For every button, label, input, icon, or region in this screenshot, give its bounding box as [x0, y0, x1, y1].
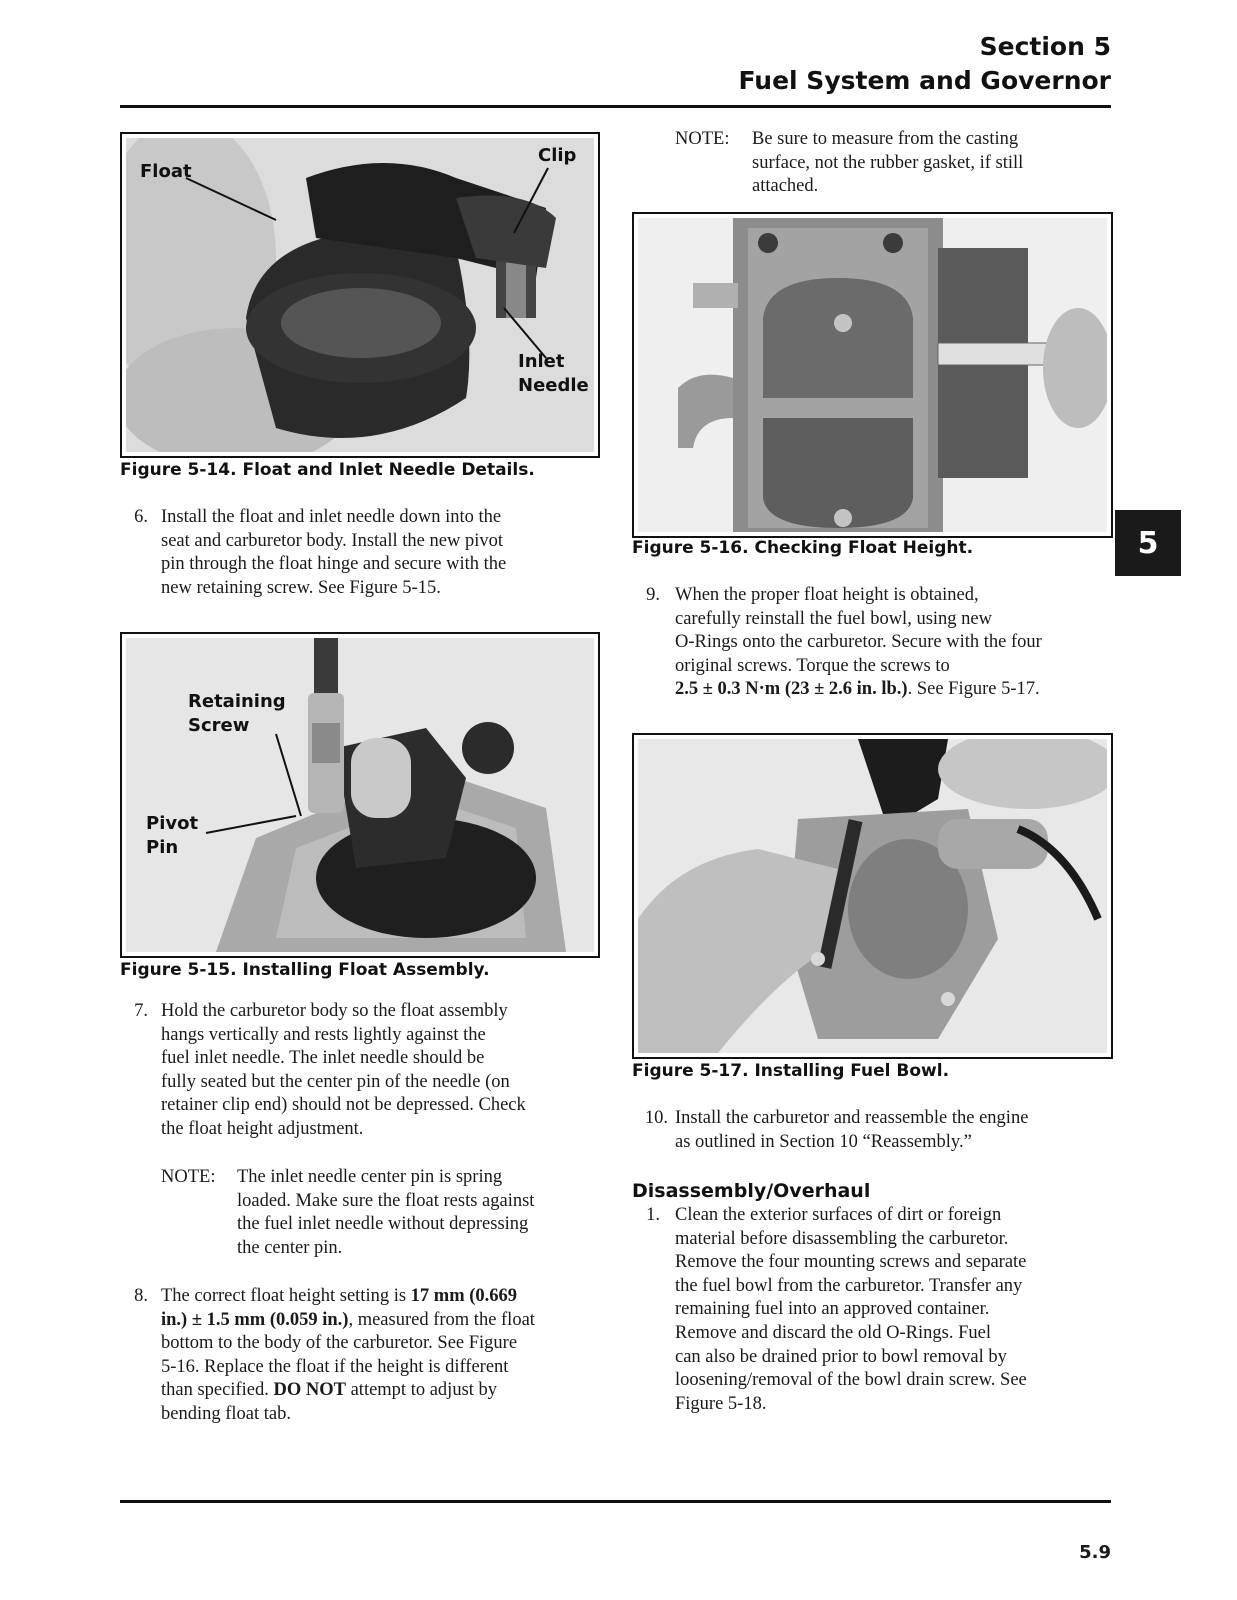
float-label: Float: [140, 161, 192, 182]
step-number: 9.: [646, 585, 660, 605]
section-tab: 5: [1115, 510, 1181, 576]
clip-label: Clip: [538, 145, 577, 166]
step-text: Hold the carburetor body so the float assembly hangs vertically and rests lightly against the fuel inlet needle. The inlet needle should be fully seated but the center pin of the needle (on retainer clip end) should not be depressed. Check the float height adjustment.: [161, 1001, 526, 1139]
figure-5-16-caption: Figure 5-16. Checking Float Height.: [632, 538, 974, 558]
disassembly-heading: Disassembly/Overhaul: [632, 1180, 871, 1202]
figure-5-17-caption: Figure 5-17. Installing Fuel Bowl.: [632, 1061, 950, 1081]
step-number: 7.: [134, 1001, 148, 1021]
section-number: Section 5: [979, 32, 1111, 61]
checking-float-height-photo: [638, 218, 1107, 532]
note-text: Be sure to measure from the casting surface, not the rubber gasket, if still attached.: [752, 129, 1024, 197]
page-header: [738, 30, 1111, 98]
section-title: Fuel System and Governor: [738, 66, 1111, 95]
header-rule: [120, 105, 1111, 108]
step-number: 6.: [134, 507, 148, 527]
installing-float-assembly-photo: [126, 638, 594, 952]
step-text: The correct float height setting is 17 mm (0.669 in.) ± 1.5 mm (0.059 in.), measured from the float bottom to the body of the carburetor. See Figure 5-16. Replace the float if the height is different than specified. DO NOT attempt to adjust by bending float tab.: [161, 1286, 535, 1424]
float-inlet-needle-photo: [126, 138, 594, 452]
note-label: NOTE:: [161, 1167, 216, 1187]
figure-5-17: [632, 733, 1113, 1059]
retaining-screw-label: Retaining Screw: [188, 691, 286, 736]
step-text: Install the float and inlet needle down into the seat and carburetor body. Install the new pivot pin through the float hinge and secure with the new retaining screw. See Figure 5-15.: [161, 507, 507, 598]
figure-5-15-caption: Figure 5-15. Installing Float Assembly.: [120, 960, 490, 980]
pivot-pin-label: Pivot Pin: [146, 813, 199, 858]
note-text: The inlet needle center pin is spring loaded. Make sure the float rests against the fuel inlet needle without depressing the center pin.: [237, 1167, 535, 1258]
step-text: Clean the exterior surfaces of dirt or foreign material before disassembling the carburetor. Remove the four mounting screws and separate the fuel bowl from the carburetor. Transfer any remaining fuel into an approved container. Remove and discard the old O-Rings. Fuel can also be drained prior to bowl removal by loosening/removal of the bowl drain screw. See Figure 5-18.: [675, 1205, 1027, 1414]
page-number: 5.9: [1079, 1542, 1111, 1563]
figure-5-14-caption: Figure 5-14. Float and Inlet Needle Details.: [120, 460, 535, 480]
note-label: NOTE:: [675, 129, 730, 149]
footer-rule: [120, 1500, 1111, 1503]
step-number: 8.: [134, 1286, 148, 1306]
figure-5-15: [120, 632, 600, 958]
figure-5-14: [120, 132, 600, 458]
step-text: When the proper float height is obtained, carefully reinstall the fuel bowl, using new O-Rings onto the carburetor. Secure with the four original screws. Torque the screws to 2.5 ± 0.3 N·m (23 ± 2.6 in. lb.). See Figure 5-17.: [675, 585, 1042, 700]
figure-5-16: [632, 212, 1113, 538]
step-text: Install the carburetor and reassemble the engine as outlined in Section 10 “Reassembly.”: [675, 1108, 1029, 1152]
step-number: 1.: [646, 1205, 660, 1225]
step-number: 10.: [644, 1108, 668, 1128]
installing-fuel-bowl-photo: [638, 739, 1107, 1053]
inlet-needle-label: Inlet Needle: [518, 351, 589, 396]
